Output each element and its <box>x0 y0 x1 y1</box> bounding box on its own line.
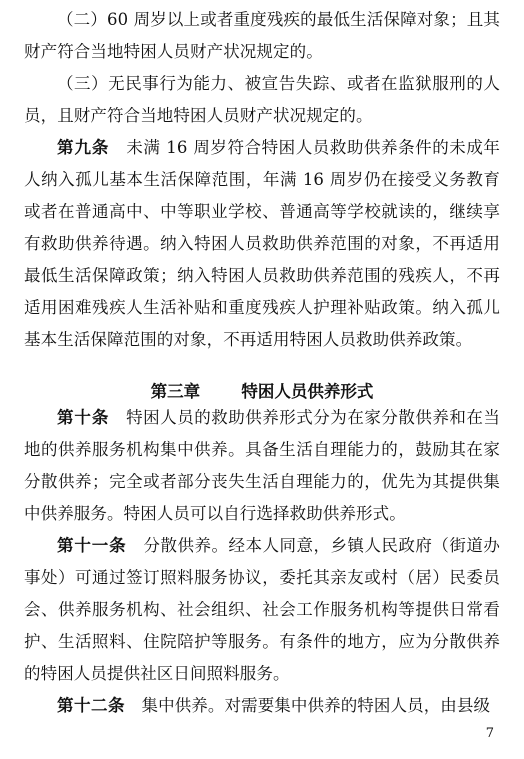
chapter-number: 第三章 <box>150 382 201 401</box>
chapter-title: 特困人员供养形式 <box>241 382 374 401</box>
paragraph-text: （三）无民事行为能力、被宣告失踪、或者在监狱服刑的人员，且财产符合当地特困人员财产状况规定的。 <box>24 74 500 125</box>
article-heading: 第十二条 <box>57 696 125 715</box>
article-9 <box>24 132 500 356</box>
article-heading: 第十一条 <box>57 536 127 555</box>
article-heading: 第十条 <box>57 408 110 427</box>
article-10 <box>24 402 500 530</box>
article-body: 未满 16 周岁符合特困人员救助供养条件的未成年人纳入孤儿基本生活保障范围，年满 16 周岁仍在接受义务教育或者在普通高中、中等职业学校、普通高等学校就读的，继续享有救助供养待遇。纳入特困人员救助供养范围的对象，不再适用最低生活保障政策；纳入特困人员救助供养范围的残疾人，不再适用困难残疾人生活补贴和重度残疾人护理补贴政策。纳入孤儿基本生活保障范围的对象，不再适用特困人员救助供养政策。 <box>24 138 501 349</box>
article-11 <box>24 530 500 690</box>
article-12 <box>24 690 500 722</box>
article-body: 分散供养。经本人同意，乡镇人民政府（街道办事处）可通过签订照料服务协议，委托其亲友或村（居）民委员会、供养服务机构、社会组织、社会工作服务机构等提供日常看护、生活照料、住院陪护等服务。有条件的地方，应为分散供养的特困人员提供社区日间照料服务。 <box>24 536 501 683</box>
article-body: 集中供养。对需要集中供养的特困人员，由县级 <box>141 696 491 715</box>
paragraph-item-two <box>24 4 500 68</box>
article-body: 特困人员的救助供养形式分为在家分散供养和在当地的供养服务机构集中供养。具备生活自理能力的，鼓励其在家分散供养；完全或者部分丧失生活自理能力的，优先为其提供集中供养服务。特困人员可以自行选择救助供养形式。 <box>24 408 501 523</box>
paragraph-text: （二）60 周岁以上或者重度残疾的最低生活保障对象；且其财产符合当地特困人员财产状况规定的。 <box>24 10 500 61</box>
article-heading: 第九条 <box>57 138 110 157</box>
paragraph-item-three <box>24 68 500 132</box>
page-number: 7 <box>485 726 494 741</box>
